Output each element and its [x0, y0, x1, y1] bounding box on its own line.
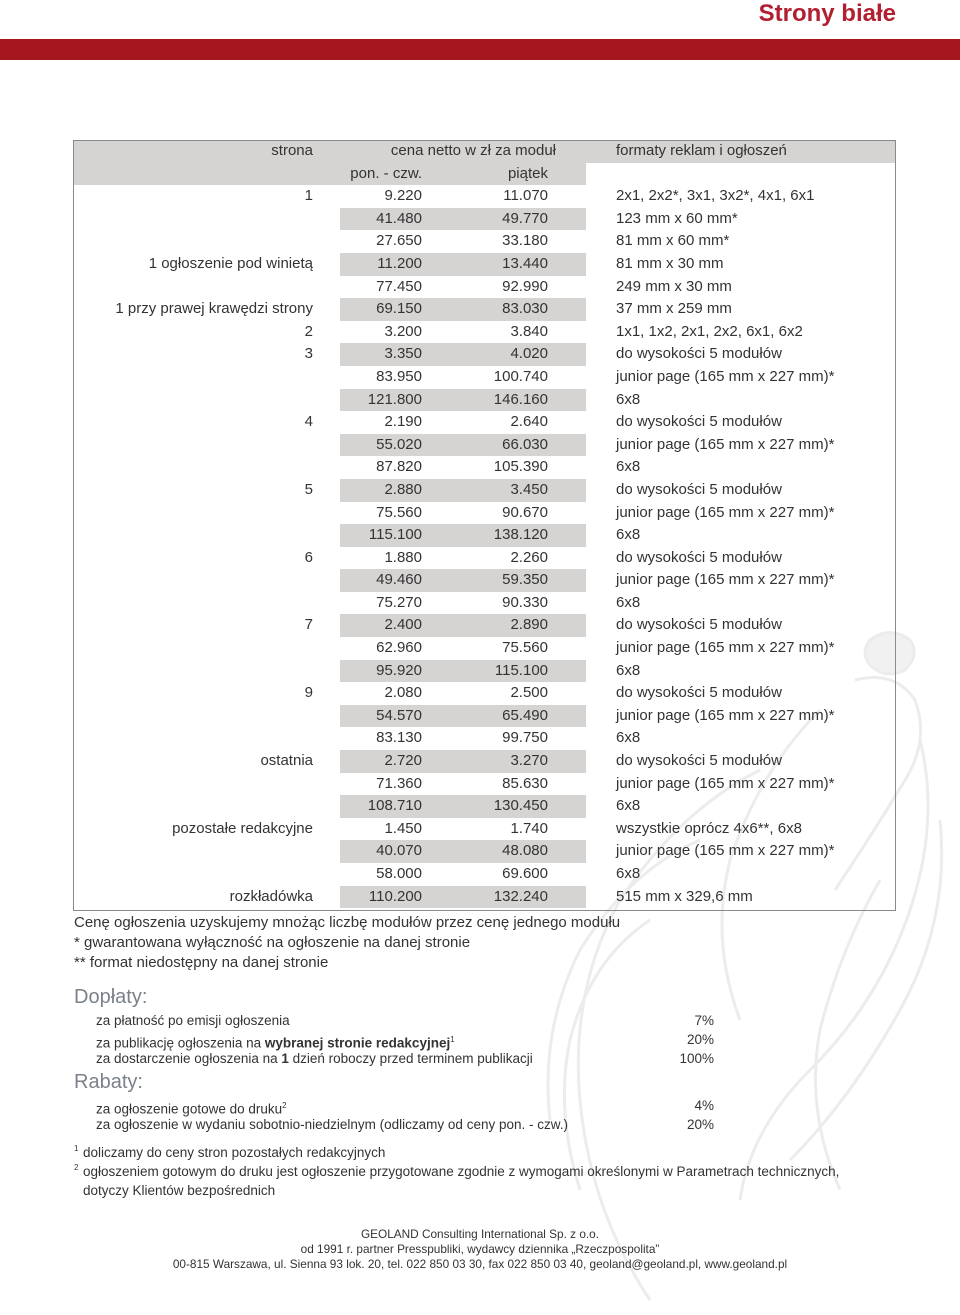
price-mon-thu: 71.360: [376, 774, 422, 792]
table-row: [73, 614, 896, 637]
row-page-label: 7: [304, 616, 313, 634]
row-page-label: [73, 230, 340, 253]
rabaty-list: [96, 1096, 714, 1134]
doplata-value: 20%: [686, 1032, 714, 1047]
table-row: [73, 750, 896, 773]
note-line-2: * gwarantowana wyłączność na ogłoszenie na danej stronie: [74, 934, 471, 951]
footnote-mark: 2: [74, 1163, 79, 1172]
price-mon-thu: 69.150: [340, 298, 456, 321]
footer: [150, 1227, 810, 1272]
price-fri: 83.030: [456, 298, 586, 321]
ad-format: 37 mm x 259 mm: [616, 300, 732, 318]
price-fri: 49.770: [456, 208, 586, 231]
ad-format: 249 mm x 30 mm: [616, 277, 732, 295]
doplata-value: 7%: [694, 1013, 714, 1028]
ad-format: junior page (165 mm x 227 mm)*: [616, 706, 835, 724]
price-fri: 130.450: [456, 795, 586, 818]
price-mon-thu: 77.450: [376, 277, 422, 295]
row-page-label: ostatnia: [260, 752, 313, 770]
ad-format: 123 mm x 60 mm*: [616, 209, 738, 227]
price-mon-thu: 108.710: [340, 795, 456, 818]
price-mon-thu: 49.460: [340, 569, 456, 592]
list-item: [96, 1096, 714, 1115]
ad-format: 1x1, 1x2, 2x1, 2x2, 6x1, 6x2: [616, 322, 803, 340]
price-mon-thu: 75.270: [376, 593, 422, 611]
price-fri: 132.240: [456, 886, 586, 909]
price-mon-thu: 83.130: [376, 729, 422, 747]
price-fri: 90.330: [502, 593, 548, 611]
doplata-text: za płatność po emisji ogłoszenia: [96, 1013, 290, 1028]
footer-company: GEOLAND Consulting International Sp. z o.o.: [360, 1227, 600, 1241]
table-row: [73, 185, 896, 208]
row-page-label: [73, 660, 340, 683]
ad-format: 81 mm x 30 mm: [616, 254, 724, 272]
table-row: [73, 637, 896, 660]
price-mon-thu: 2.190: [384, 413, 422, 431]
row-page-label: 1: [304, 187, 313, 205]
row-page-label: pozostałe redakcyjne: [172, 819, 313, 837]
price-table-body: [73, 185, 896, 908]
price-mon-thu: 3.350: [340, 343, 456, 366]
ad-format: do wysokości 5 modułów: [616, 616, 782, 634]
rabat-value: 20%: [686, 1117, 714, 1132]
price-fri: 3.270: [456, 750, 586, 773]
table-row: [73, 456, 896, 479]
footnote-2: [74, 1162, 894, 1181]
table-row: [73, 818, 896, 841]
footnote-text: ogłoszeniem gotowym do druku jest ogłoszenie przygotowane zgodnie z wymogami określonymi w Parametrach technicznych,: [83, 1164, 840, 1179]
page-title: Strony białe: [758, 0, 896, 27]
table-row: [73, 411, 896, 434]
price-mon-thu: 121.800: [340, 389, 456, 412]
table-row: [73, 773, 896, 796]
subheader-empty: [73, 163, 340, 186]
note-line-3: ** format niedostępny na danej stronie: [74, 954, 329, 971]
price-fri: 105.390: [493, 458, 548, 476]
price-fri: 11.070: [503, 187, 548, 205]
price-fri: 33.180: [502, 232, 548, 250]
price-mon-thu: 2.720: [340, 750, 456, 773]
price-mon-thu: 2.880: [340, 479, 456, 502]
price-mon-thu: 11.200: [340, 253, 456, 276]
price-mon-thu: 40.070: [340, 840, 456, 863]
price-fri: 115.100: [456, 660, 586, 683]
ad-format: do wysokości 5 modułów: [616, 684, 782, 702]
price-fri: 69.600: [502, 865, 548, 882]
footnote-2-continuation: dotyczy Klientów bezpośrednich: [83, 1183, 276, 1198]
ad-format: wszystkie oprócz 4x6**, 6x8: [616, 819, 802, 837]
doplata-value: 100%: [679, 1051, 714, 1066]
price-mon-thu: 3.200: [384, 322, 422, 340]
price-fri: 4.020: [456, 343, 586, 366]
table-row: [73, 298, 896, 321]
doplaty-heading: Dopłaty:: [74, 986, 148, 1008]
ad-format: do wysokości 5 modułów: [616, 413, 782, 431]
ad-format: 6x8: [616, 797, 641, 815]
price-fri: 100.740: [493, 367, 548, 385]
table-row: [73, 727, 896, 750]
price-fri: 138.120: [456, 524, 586, 547]
row-page-label: [73, 208, 340, 231]
price-mon-thu: 2.400: [340, 614, 456, 637]
table-row: [73, 276, 896, 299]
price-fri: 92.990: [502, 277, 548, 295]
price-mon-thu: 75.560: [376, 503, 422, 521]
rabat-value: 4%: [694, 1098, 714, 1113]
header-cena: cena netto w zł za moduł: [340, 140, 586, 163]
ad-format: 6x8: [616, 390, 641, 408]
table-row: [73, 569, 896, 592]
table-row: [73, 863, 896, 886]
price-fri: 65.490: [456, 705, 586, 728]
price-mon-thu: 58.000: [376, 865, 422, 882]
footnote-mark: 1: [74, 1144, 79, 1153]
row-page-label: [73, 569, 340, 592]
price-fri: 146.160: [456, 389, 586, 412]
price-mon-thu: 62.960: [376, 639, 422, 657]
ad-format: 6x8: [616, 865, 641, 882]
row-page-label: 2: [304, 322, 313, 340]
ad-format: do wysokości 5 modułów: [616, 480, 782, 498]
row-page-label: [73, 434, 340, 457]
table-row: [73, 321, 896, 344]
price-fri: 13.440: [456, 253, 586, 276]
ad-format: junior page (165 mm x 227 mm)*: [616, 571, 835, 589]
table-row: [73, 886, 896, 909]
ad-format: junior page (165 mm x 227 mm)*: [616, 774, 835, 792]
ad-format: 81 mm x 60 mm*: [616, 232, 730, 250]
doplata-text: za dostarczenie ogłoszenia na 1 dzień roboczy przed terminem publikacji: [96, 1051, 533, 1066]
footnotes: [74, 1143, 894, 1200]
price-mon-thu: 83.950: [376, 367, 422, 385]
price-mon-thu: 1.880: [384, 548, 422, 566]
ad-format: 6x8: [616, 526, 641, 544]
header-row: [73, 140, 896, 163]
table-row: [73, 208, 896, 231]
row-page-label: [73, 863, 340, 886]
row-page-label: [73, 524, 340, 547]
list-item: [96, 1049, 714, 1068]
header-strona: strona: [73, 140, 340, 163]
price-fri: 99.750: [502, 729, 548, 747]
ad-format: junior page (165 mm x 227 mm)*: [616, 639, 835, 657]
ad-format: 2x1, 2x2*, 3x1, 3x2*, 4x1, 6x1: [616, 187, 815, 205]
header-mon-thu: pon. - czw.: [340, 163, 456, 186]
doplata-text: za publikację ogłoszenia na wybranej stronie redakcyjnej$^1$: [96, 1035, 455, 1051]
row-page-label: 4: [304, 413, 313, 431]
row-page-label: [73, 502, 340, 525]
row-page-label: [73, 705, 340, 728]
price-fri: 59.350: [456, 569, 586, 592]
row-page-label: 6: [304, 548, 313, 566]
price-mon-thu: 110.200: [340, 886, 456, 909]
note-line-1: Cenę ogłoszenia uzyskujemy mnożąc liczbę modułów przez cenę jednego modułu: [74, 914, 621, 931]
row-page-label: 5: [304, 480, 313, 498]
price-mon-thu: 27.650: [376, 232, 422, 250]
price-fri: 66.030: [456, 434, 586, 457]
price-fri: 2.890: [456, 614, 586, 637]
footnote-text: doliczamy do ceny stron pozostałych redakcyjnych: [83, 1145, 386, 1160]
table-row: [73, 547, 896, 570]
price-table: [73, 140, 896, 908]
list-item: [96, 1115, 714, 1134]
ad-format: 6x8: [616, 661, 641, 679]
row-page-label: [73, 637, 340, 660]
price-mon-thu: 115.100: [340, 524, 456, 547]
title-bar: [0, 39, 960, 60]
table-row: [73, 795, 896, 818]
ad-format: junior page (165 mm x 227 mm)*: [616, 367, 835, 385]
table-row: [73, 230, 896, 253]
rabat-text: za ogłoszenie gotowe do druku$^2$: [96, 1101, 287, 1117]
header-formats: formaty reklam i ogłoszeń: [586, 140, 896, 163]
row-page-label: [73, 456, 340, 479]
table-row: [73, 682, 896, 705]
row-page-label: [73, 366, 340, 389]
table-row: [73, 479, 896, 502]
ad-format: 6x8: [616, 458, 641, 476]
table-row: [73, 389, 896, 412]
price-mon-thu: 9.220: [384, 187, 422, 205]
price-mon-thu: 55.020: [340, 434, 456, 457]
table-row: [73, 253, 896, 276]
rabaty-heading: Rabaty:: [74, 1071, 143, 1093]
table-row: [73, 660, 896, 683]
list-item: [96, 1011, 714, 1030]
list-item: [96, 1030, 714, 1049]
ad-format: do wysokości 5 modułów: [616, 752, 782, 770]
price-fri: 48.080: [456, 840, 586, 863]
doplaty-list: [96, 1011, 714, 1068]
price-fri: 75.560: [502, 639, 548, 657]
rabat-text: za ogłoszenie w wydaniu sobotnio-niedzielnym (odliczamy od ceny pon. - czw.): [96, 1117, 568, 1132]
price-fri: 3.840: [510, 322, 548, 340]
price-mon-thu: 87.820: [376, 458, 422, 476]
price-fri: 2.640: [510, 413, 548, 431]
price-mon-thu: 1.450: [384, 819, 422, 837]
ad-format: do wysokości 5 modułów: [616, 548, 782, 566]
price-fri: 1.740: [510, 819, 548, 837]
row-page-label: rozkładówka: [229, 887, 313, 905]
row-page-label: [73, 389, 340, 412]
table-row: [73, 705, 896, 728]
table-row: [73, 524, 896, 547]
ad-format: 515 mm x 329,6 mm: [616, 887, 753, 905]
row-page-label: 9: [304, 684, 313, 702]
row-page-label: [73, 592, 340, 615]
table-row: [73, 502, 896, 525]
ad-format: do wysokości 5 modułów: [616, 345, 782, 363]
price-fri: 3.450: [456, 479, 586, 502]
row-page-label: 3: [304, 345, 313, 363]
ad-format: 6x8: [616, 593, 641, 611]
row-page-label: [73, 727, 340, 750]
row-page-label: 1 przy prawej krawędzi strony: [115, 300, 313, 318]
footer-partner: od 1991 r. partner Presspubliki, wydawcy dziennika „Rzeczpospolita”: [300, 1242, 660, 1256]
price-fri: 90.670: [502, 503, 548, 521]
table-row: [73, 592, 896, 615]
price-mon-thu: 2.080: [384, 684, 422, 702]
table-row: [73, 366, 896, 389]
price-mon-thu: 41.480: [340, 208, 456, 231]
row-page-label: 1 ogłoszenie pod winietą: [148, 254, 313, 272]
ad-format: junior page (165 mm x 227 mm)*: [616, 503, 835, 521]
row-page-label: [73, 795, 340, 818]
price-fri: 2.260: [510, 548, 548, 566]
price-mon-thu: 54.570: [340, 705, 456, 728]
row-page-label: [73, 276, 340, 299]
price-mon-thu: 95.920: [340, 660, 456, 683]
header-fri: piątek: [456, 163, 586, 186]
ad-format: junior page (165 mm x 227 mm)*: [616, 842, 835, 860]
price-fri: 2.500: [510, 684, 548, 702]
notes: [74, 913, 620, 973]
table-row: [73, 434, 896, 457]
table-row: [73, 840, 896, 863]
footnote-1: [74, 1143, 894, 1162]
ad-format: 6x8: [616, 729, 641, 747]
price-fri: 85.630: [502, 774, 548, 792]
subheader-empty-formats: [586, 163, 896, 186]
subheader-row: [73, 163, 896, 186]
footer-address: 00-815 Warszawa, ul. Sienna 93 lok. 20, tel. 022 850 03 30, fax 022 850 03 40, geoland@geoland.pl, www.geoland.pl: [172, 1257, 788, 1271]
row-page-label: [73, 840, 340, 863]
table-row: [73, 343, 896, 366]
row-page-label: [73, 773, 340, 796]
ad-format: junior page (165 mm x 227 mm)*: [616, 435, 835, 453]
